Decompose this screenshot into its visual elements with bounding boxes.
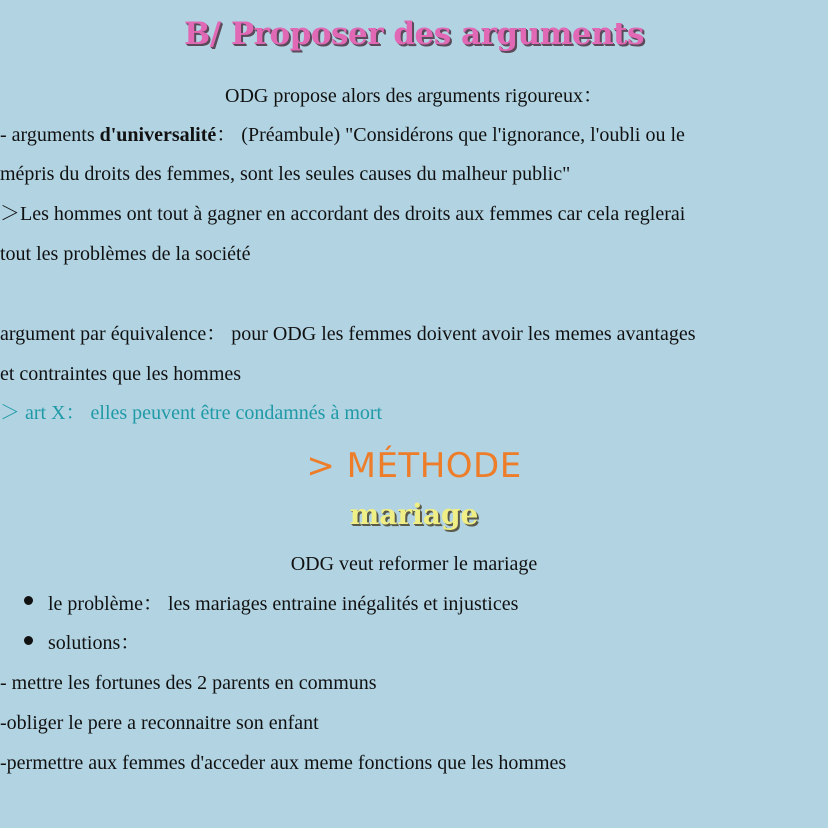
arg2-line3: ＞ art X： elles peuvent être condamnés à mort bbox=[0, 402, 383, 424]
intro-line: ODG propose alors des arguments rigoureux： bbox=[225, 85, 603, 107]
bullet-dot-icon bbox=[24, 596, 33, 605]
arg1-line2: mépris du droits des femmes, sont les seules causes du malheur public" bbox=[0, 163, 571, 185]
mariage-intro: ODG veut reformer le mariage bbox=[290, 553, 538, 575]
solution-item: -obliger le pere a reconnaitre son enfant bbox=[0, 712, 319, 734]
solution-item: - mettre les fortunes des 2 parents en communs bbox=[0, 672, 377, 694]
bullet-item-solutions: solutions： bbox=[48, 632, 141, 654]
bullet-dot-icon bbox=[24, 636, 33, 645]
arg1-line4: tout les problèmes de la société bbox=[0, 243, 251, 265]
arg1-prefix: - arguments bbox=[0, 124, 100, 146]
methode-heading: > MÉTHODE bbox=[306, 446, 522, 486]
arg1-rest: ： (Préambule) "Considérons que l'ignorance, l'oubli ou le bbox=[216, 124, 685, 146]
bullet-item-probleme: le problème： les mariages entraine inégalités et injustices bbox=[48, 593, 519, 615]
arg1-line1 bbox=[0, 123, 685, 147]
arg1-bold-term: d'universalité bbox=[99, 124, 217, 146]
arg2-line2: et contraintes que les hommes bbox=[0, 363, 242, 385]
section-title: B/ Proposer des arguments bbox=[184, 16, 644, 52]
mariage-heading: mariage bbox=[349, 498, 479, 531]
arg1-line3: ＞Les hommes ont tout à gagner en accordant des droits aux femmes car cela reglerai bbox=[0, 203, 686, 225]
arg2-line1: argument par équivalence： pour ODG les femmes doivent avoir les memes avantages bbox=[0, 323, 696, 345]
solution-item: -permettre aux femmes d'acceder aux meme fonctions que les hommes bbox=[0, 752, 567, 774]
